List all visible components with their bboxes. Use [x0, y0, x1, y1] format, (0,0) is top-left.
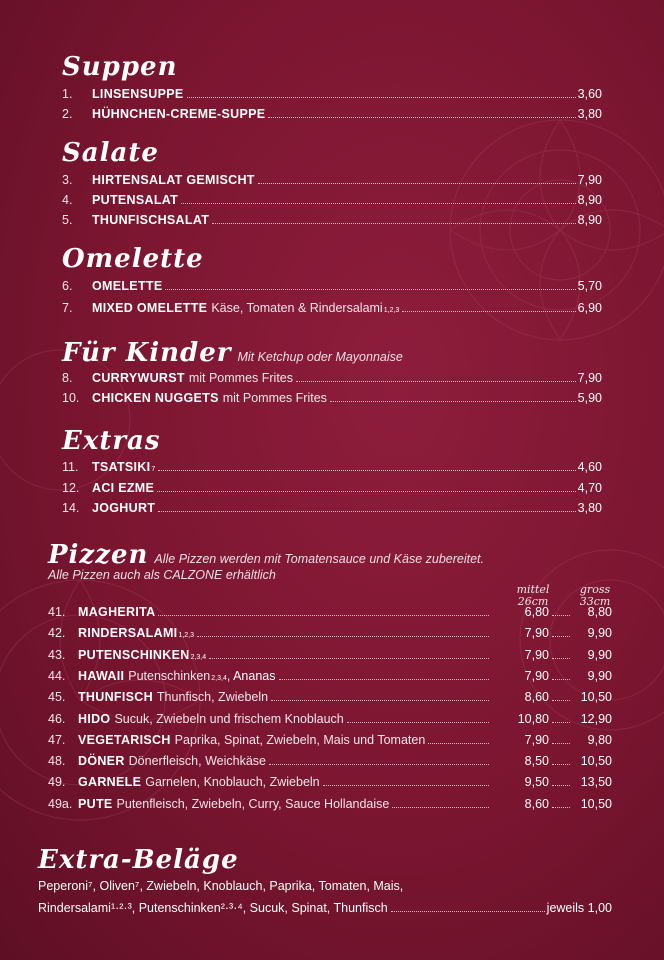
item-description: mit Pommes Frites [188, 371, 293, 385]
item-description: Thunfisch, Zwiebeln [156, 690, 269, 705]
item-number: 4. [62, 193, 73, 207]
price-large: 10,50 [580, 796, 612, 811]
section-title-suppen: Suppen [62, 52, 178, 82]
item-name: DÖNER [78, 754, 125, 769]
size-cm: 33cm [579, 595, 611, 608]
menu-item [0, 368, 664, 388]
price-large: 9,90 [587, 647, 612, 662]
item-name: PUTENSCHINKEN [78, 647, 190, 662]
item-number: 49. [48, 775, 66, 790]
item-number: 1. [62, 87, 73, 101]
section-title-pizzen: Pizzen [48, 540, 149, 570]
menu-item [0, 388, 664, 408]
allergen-note: 2,3,4 [190, 653, 207, 661]
item-price: 5,90 [577, 391, 602, 405]
menu-item [0, 170, 664, 190]
item-name: TSATSIKI [92, 460, 151, 474]
item-name: LINSENSUPPE [92, 87, 184, 101]
item-number: 6. [62, 279, 73, 293]
item-price: 3,80 [577, 107, 602, 121]
section-note-calzone: Alle Pizzen auch als CALZONE erhältlich [48, 568, 276, 582]
allergen-note: 1,2,3 [178, 632, 195, 640]
pizza-item [0, 623, 664, 643]
item-price: 4,60 [577, 460, 602, 474]
item-description: Dönerfleisch, Weichkäse [128, 754, 266, 769]
item-description: Putenschinken [128, 668, 211, 683]
item-number: 11. [62, 460, 79, 474]
price-medium: 10,80 [517, 711, 549, 726]
item-price: 8,90 [577, 193, 602, 207]
item-name: THUNFISCH [78, 690, 153, 705]
item-name: GARNELE [78, 775, 142, 790]
toppings-price: jeweils 1,00 [546, 901, 612, 915]
pizza-item [0, 645, 664, 665]
price-medium: 7,90 [524, 668, 549, 683]
item-price: 4,70 [577, 481, 602, 495]
pizza-item [0, 666, 664, 686]
section-title-belaege: Extra-Beläge [38, 845, 239, 875]
item-name: RINDERSALAMI [78, 626, 178, 641]
price-large: 12,90 [580, 711, 612, 726]
item-number: 2. [62, 107, 73, 121]
price-large: 13,50 [580, 775, 612, 790]
item-description: Garnelen, Knoblauch, Zwiebeln [145, 775, 320, 790]
item-number: 45. [48, 690, 66, 705]
pizza-item [0, 751, 664, 771]
section-title-extras: Extras [62, 426, 161, 456]
price-large: 9,90 [587, 626, 612, 641]
item-price: 3,60 [577, 87, 602, 101]
item-number: 47. [48, 732, 66, 747]
item-name: VEGETARISCH [78, 732, 171, 747]
item-name: PUTENSALAT [92, 193, 179, 207]
menu-item [0, 210, 664, 230]
menu-item [0, 298, 664, 318]
size-name: mittel [516, 583, 550, 596]
item-number: 12. [62, 481, 80, 495]
price-medium: 7,90 [524, 626, 549, 641]
size-cm: 26cm [517, 595, 549, 608]
item-name: PUTE [78, 796, 113, 811]
allergen-note: 7 [151, 466, 156, 473]
item-description-cont: , Ananas [226, 668, 276, 683]
item-number: 3. [62, 173, 73, 187]
section-title-omelette: Omelette [62, 244, 204, 274]
section-note: Alle Pizzen werden mit Tomatensauce und Käse zubereitet. [154, 552, 484, 566]
item-number: 43. [48, 647, 66, 662]
item-number: 14. [62, 501, 80, 515]
item-number: 41. [48, 605, 66, 619]
item-name: THUNFISCHSALAT [92, 213, 210, 227]
menu-item [0, 478, 664, 498]
item-name: HÜHNCHEN-CREME-SUPPE [92, 107, 266, 121]
item-number: 46. [48, 711, 66, 726]
menu-item [0, 457, 664, 477]
price-large: 10,50 [580, 690, 612, 705]
item-number: 48. [48, 754, 66, 769]
item-price: 7,90 [577, 173, 602, 187]
item-number: 8. [62, 371, 73, 385]
item-price: 8,90 [577, 213, 602, 227]
item-number: 7. [62, 301, 73, 315]
price-large: 9,80 [587, 732, 612, 747]
pizza-item [0, 709, 664, 729]
item-price: 3,80 [577, 501, 602, 515]
item-name: OMELETTE [92, 279, 163, 293]
size-name: gross [579, 583, 611, 596]
allergen-note: 2,3,4 [211, 674, 227, 682]
price-medium: 8,50 [524, 754, 549, 769]
menu-item [0, 104, 664, 124]
pizza-item [0, 730, 664, 750]
section-header-pizzen [48, 540, 484, 570]
pizza-item [0, 794, 664, 814]
section-title-salate: Salate [62, 138, 159, 168]
section-note: Mit Ketchup oder Mayonnaise [237, 350, 403, 364]
price-medium: 6,80 [524, 605, 549, 619]
item-name: HAWAII [78, 668, 125, 683]
item-name: HIDO [78, 711, 111, 726]
item-description: Paprika, Spinat, Zwiebeln, Mais und Tomaten [174, 732, 426, 747]
price-medium: 7,90 [524, 732, 549, 747]
toppings-line-2 [38, 898, 612, 918]
section-header-kinder [62, 338, 403, 368]
item-number: 10. [62, 391, 80, 405]
section-title-kinder: Für Kinder [62, 338, 232, 368]
item-name: HIRTENSALAT GEMISCHT [92, 173, 255, 187]
menu-item [0, 84, 664, 104]
item-number: 5. [62, 213, 73, 227]
allergen-note: 1,2,3 [383, 307, 400, 314]
menu-item [0, 498, 664, 518]
item-price: 7,90 [577, 371, 602, 385]
menu-item [0, 190, 664, 210]
item-number: 44. [48, 668, 66, 683]
item-name: MIXED OMELETTE [92, 301, 208, 315]
item-description: Sucuk, Zwiebeln und frischem Knoblauch [114, 711, 344, 726]
price-medium: 8,60 [524, 690, 549, 705]
price-large: 8,80 [587, 605, 612, 619]
price-medium: 8,60 [524, 796, 549, 811]
item-number: 42. [48, 626, 66, 641]
item-name: CURRYWURST [92, 371, 185, 385]
pizza-item [0, 687, 664, 707]
menu-item [0, 276, 664, 296]
item-price: 6,90 [577, 301, 602, 315]
toppings-line-1: Peperoni⁷, Oliven⁷, Zwiebeln, Knoblauch, Paprika, Tomaten, Mais, [38, 879, 404, 893]
item-number: 49a. [48, 796, 73, 811]
item-description: Putenfleisch, Zwiebeln, Curry, Sauce Hollandaise [116, 796, 390, 811]
item-name: JOGHURT [92, 501, 156, 515]
item-name: MAGHERITA [78, 605, 156, 619]
pizza-item [0, 772, 664, 792]
item-name: CHICKEN NUGGETS [92, 391, 219, 405]
item-description: mit Pommes Frites [222, 391, 327, 405]
item-name: ACI EZME [92, 481, 155, 495]
price-large: 10,50 [580, 754, 612, 769]
pizza-item [0, 602, 664, 622]
price-medium: 7,90 [524, 647, 549, 662]
price-large: 9,90 [587, 668, 612, 683]
price-medium: 9,50 [524, 775, 549, 790]
item-price: 5,70 [577, 279, 602, 293]
toppings-list: Rindersalami¹·²·³, Putenschinken²·³·⁴, Sucuk, Spinat, Thunfisch [38, 901, 388, 915]
item-description: Käse, Tomaten & Rindersalami [211, 301, 383, 315]
